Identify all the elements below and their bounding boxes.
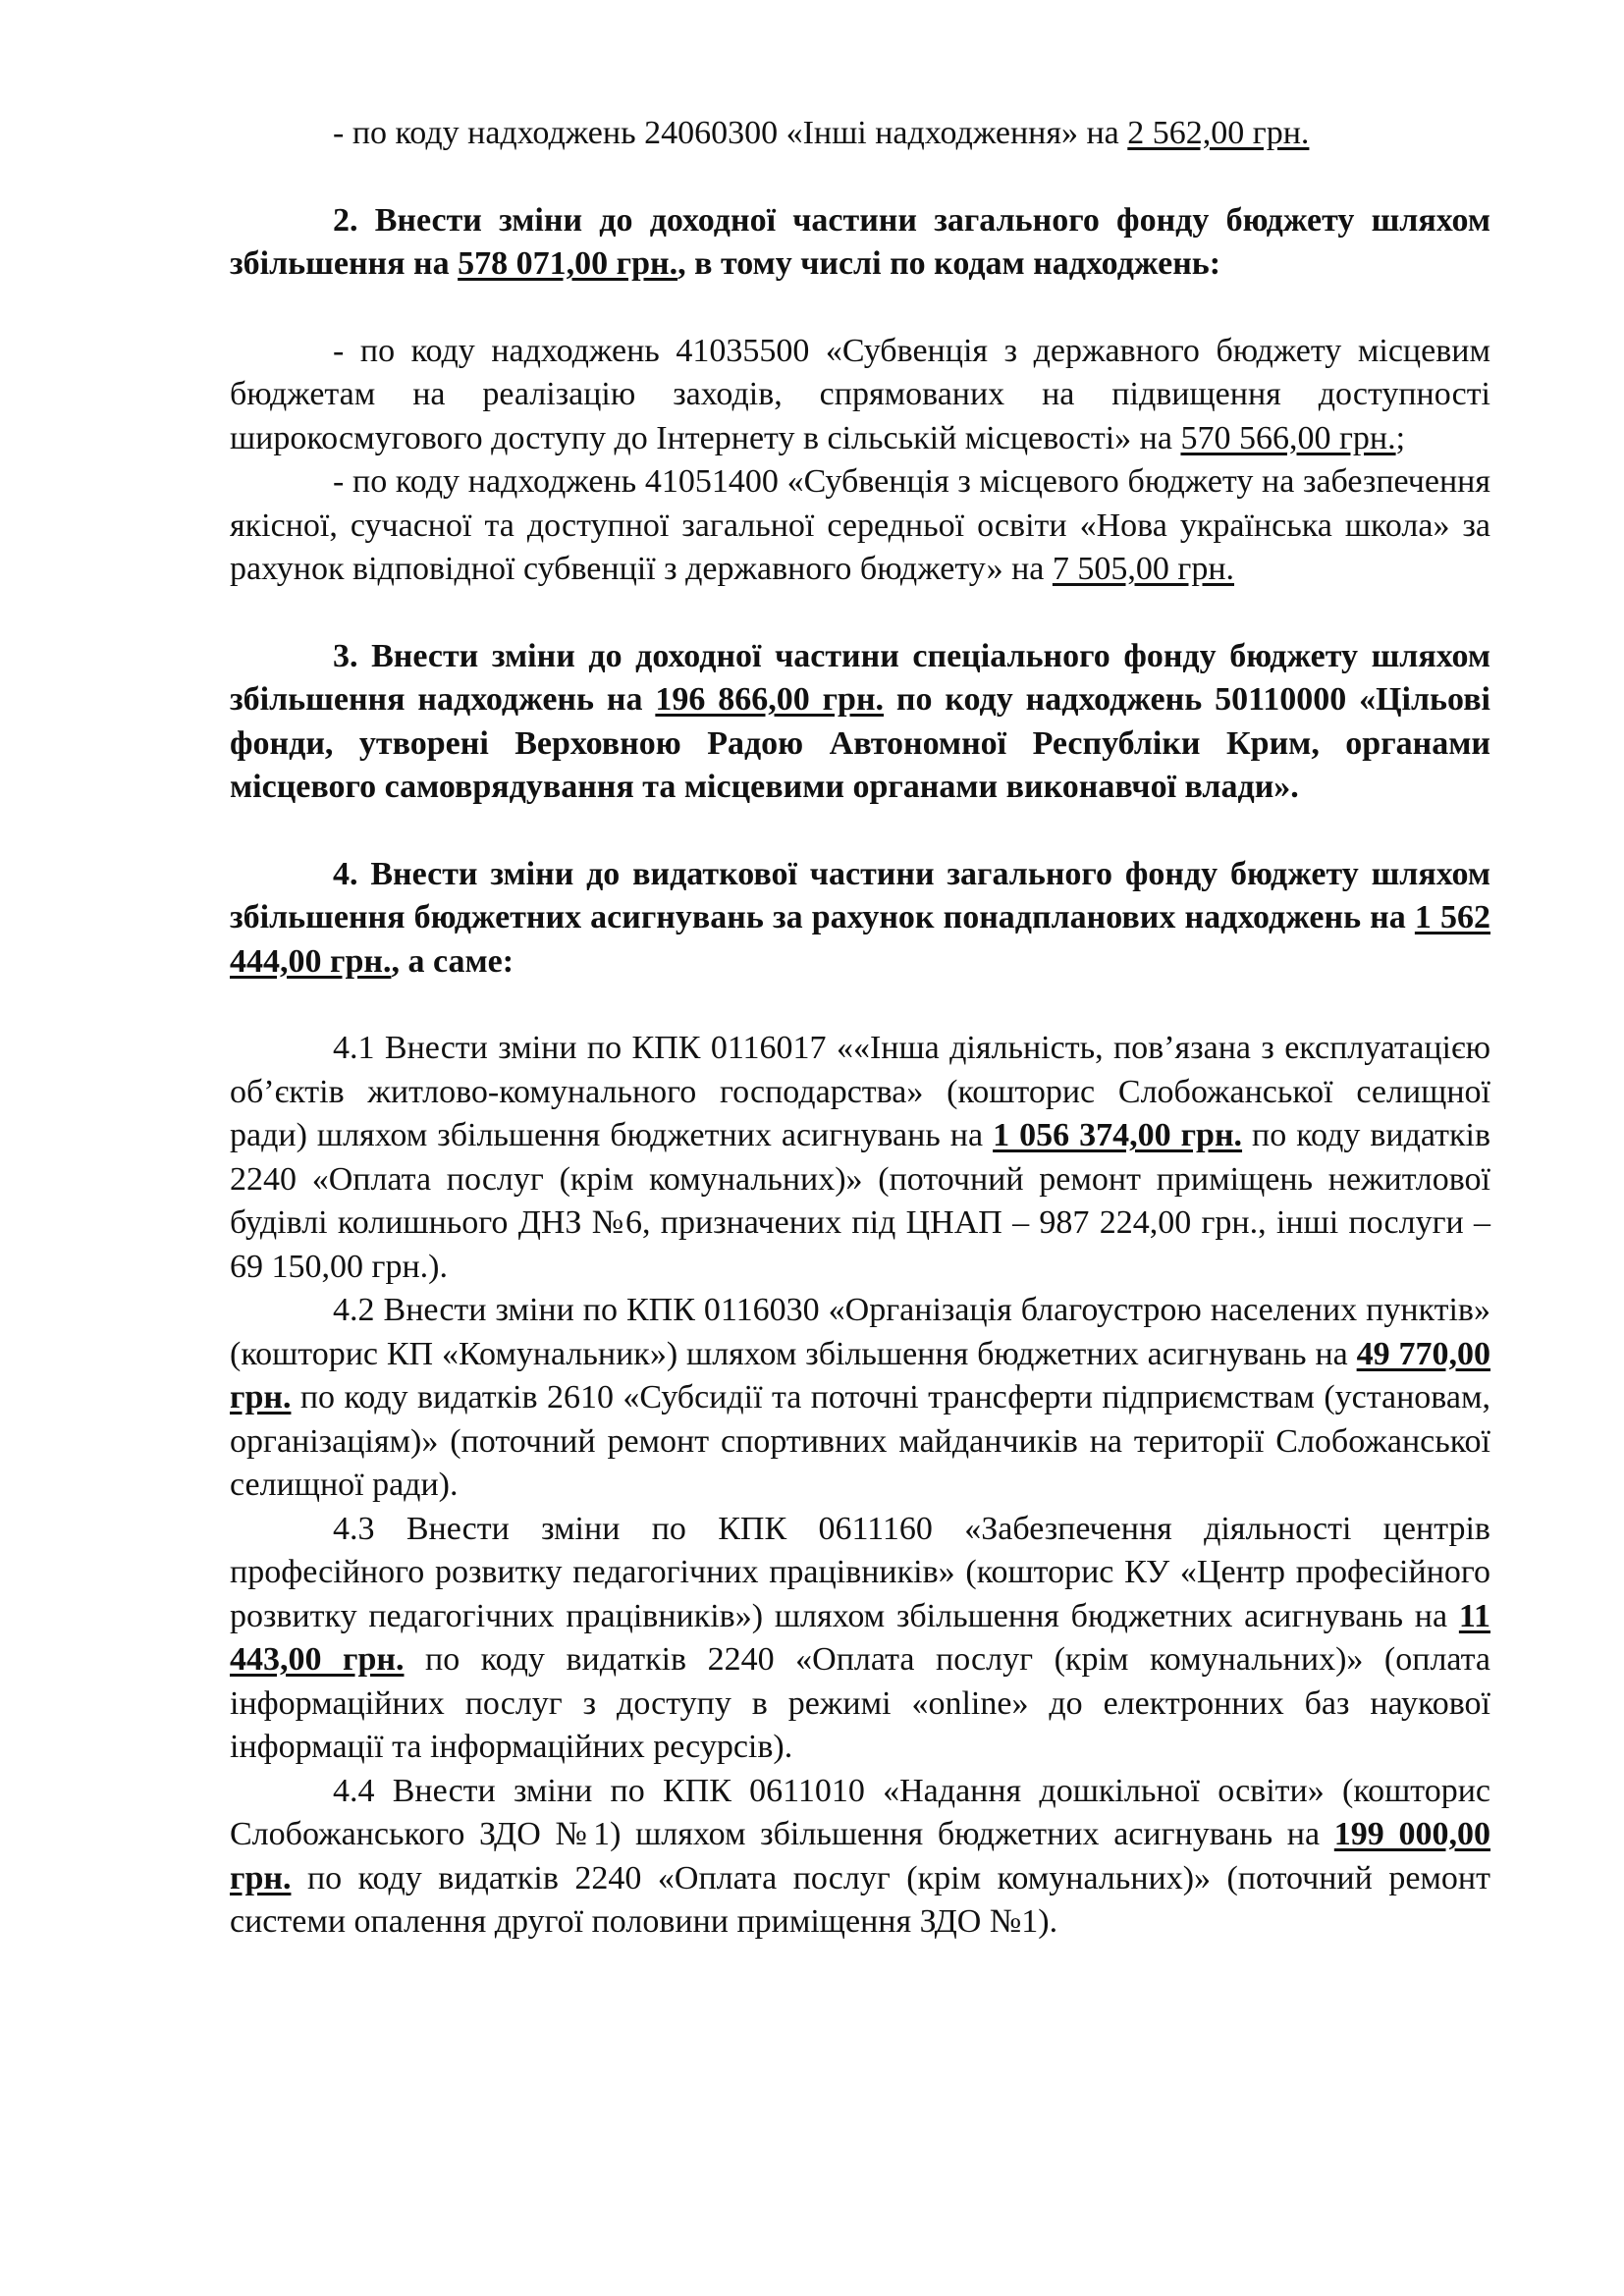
amount-bold-underlined: 11 443,00 грн. — [230, 1597, 1490, 1678]
amount-underlined: 578 071,00 грн. — [458, 245, 678, 282]
paragraph-text: 4.2 Внести зміни по КПК 0116030 «Організація благоустрою населених пунктів» (кошторис КП «Комунальник») шляхом збільшення бюджетних асигнувань на — [230, 1292, 1490, 1372]
paragraph-text: 4.1 Внести зміни по КПК 0116017 ««Інша діяльність, пов’язана з експлуатацією об’єктів житлово-комунального господарства» (кошторис Слобожанської селищної ради) шляхом збільшення бюджетних асигнувань на — [230, 1030, 1490, 1153]
item-4-4 — [230, 1770, 1490, 1945]
paragraph-text: , а саме: — [391, 942, 514, 980]
amount-underlined: 196 866,00 грн. — [655, 681, 885, 718]
paragraph-text: - по коду надходжень 41035500 «Субвенція з державного бюджету місцевим бюджетам на реалізацію заходів, спрямованих на підвищення доступності широкосмугового доступу до Інтернету в сільській місцевості» на — [230, 332, 1490, 456]
paragraph-text: по коду видатків 2240 «Оплата послуг (крім комунальних)» (поточний ремонт приміщень нежитлової будівлі колишнього ДНЗ №6, призначених під ЦНАП – 987 224,00 грн., інші послуги – 69 150,00 грн.). — [230, 1117, 1490, 1285]
paragraph-text: по коду надходжень 50110000 «Цільові фонди, утворені Верховною Радою Автономної Республіки Крим, органами місцевого самоврядування та місцевими органами виконавчої влади». — [230, 681, 1491, 805]
amount-bold-underlined: 199 000,00 грн. — [230, 1816, 1490, 1896]
paragraph-text: по коду видатків 2610 «Субсидії та поточні трансферти підприємствам (установам, організаціям)» (поточний ремонт спортивних майданчиків на території Слобожанської селищної ради). — [230, 1379, 1490, 1503]
paragraph-text: - по коду надходжень 41051400 «Субвенція з місцевого бюджету на забезпечення якісної, сучасної та доступної загальної середньої освіти «Нова українська школа» за рахунок відповідної субвенції з державного бюджету» на — [230, 463, 1490, 587]
paragraph-text: 4. Внести зміни до видаткової частини загального фонду бюджету шляхом збільшення бюджетних асигнувань за рахунок понадпланових надходжень на — [230, 855, 1490, 935]
amount-bold-underlined: 49 770,00 грн. — [230, 1335, 1491, 1415]
paragraph-text: по коду видатків 2240 «Оплата послуг (крім комунальних)» (оплата інформаційних послуг з доступу в режимі «online» до електронних баз наукової інформації та інформаційних ресурсів). — [230, 1641, 1490, 1765]
amount-underlined: 2 562,00 грн. — [1127, 115, 1310, 151]
paragraph-income-code-41035500 — [230, 330, 1490, 461]
paragraph-income-code-41051400 — [230, 460, 1490, 592]
paragraph-text: 2. Внести зміни до доходної частини загального фонду бюджету шляхом збільшення на — [230, 201, 1490, 282]
document-body — [230, 112, 1490, 1945]
paragraph-text: 4.4 Внести зміни по КПК 0611010 «Надання дошкільної освіти» (кошторис Слобожанського ЗДО №1) шляхом збільшення бюджетних асигнувань на — [230, 1772, 1490, 1852]
section-4-heading — [230, 853, 1490, 985]
amount-underlined: 570 566,00 грн. — [1180, 419, 1396, 456]
item-4-1 — [230, 1027, 1490, 1289]
paragraph-text: 3. Внести зміни до доходної частини спеціального фонду бюджету шляхом збільшення надходжень на — [230, 637, 1490, 718]
paragraph-text: , в тому числі по кодам надходжень: — [677, 245, 1221, 282]
paragraph-text: ; — [1395, 419, 1406, 456]
paragraph-income-code-24060300 — [230, 112, 1490, 156]
paragraph-text: по коду видатків 2240 «Оплата послуг (крім комунальних)» (поточний ремонт системи опалення другої половини приміщення ЗДО №1). — [230, 1859, 1490, 1940]
amount-underlined: 7 505,00 грн. — [1052, 551, 1235, 587]
section-3-heading — [230, 635, 1490, 810]
paragraph-text: - по коду надходжень 24060300 «Інші надходження» на — [333, 115, 1128, 151]
paragraph-text: 4.3 Внести зміни по КПК 0611160 «Забезпечення діяльності центрів професійного розвитку педагогічних працівників» (кошторис КУ «Центр професійного розвитку педагогічних працівників») шляхом збільшення бюджетних асигнувань на — [230, 1510, 1490, 1634]
section-2-heading — [230, 199, 1490, 287]
item-4-3 — [230, 1508, 1490, 1770]
amount-bold-underlined: 1 056 374,00 грн. — [993, 1117, 1243, 1153]
amount-underlined: 1 562 444,00 грн. — [230, 899, 1491, 980]
item-4-2 — [230, 1289, 1490, 1508]
